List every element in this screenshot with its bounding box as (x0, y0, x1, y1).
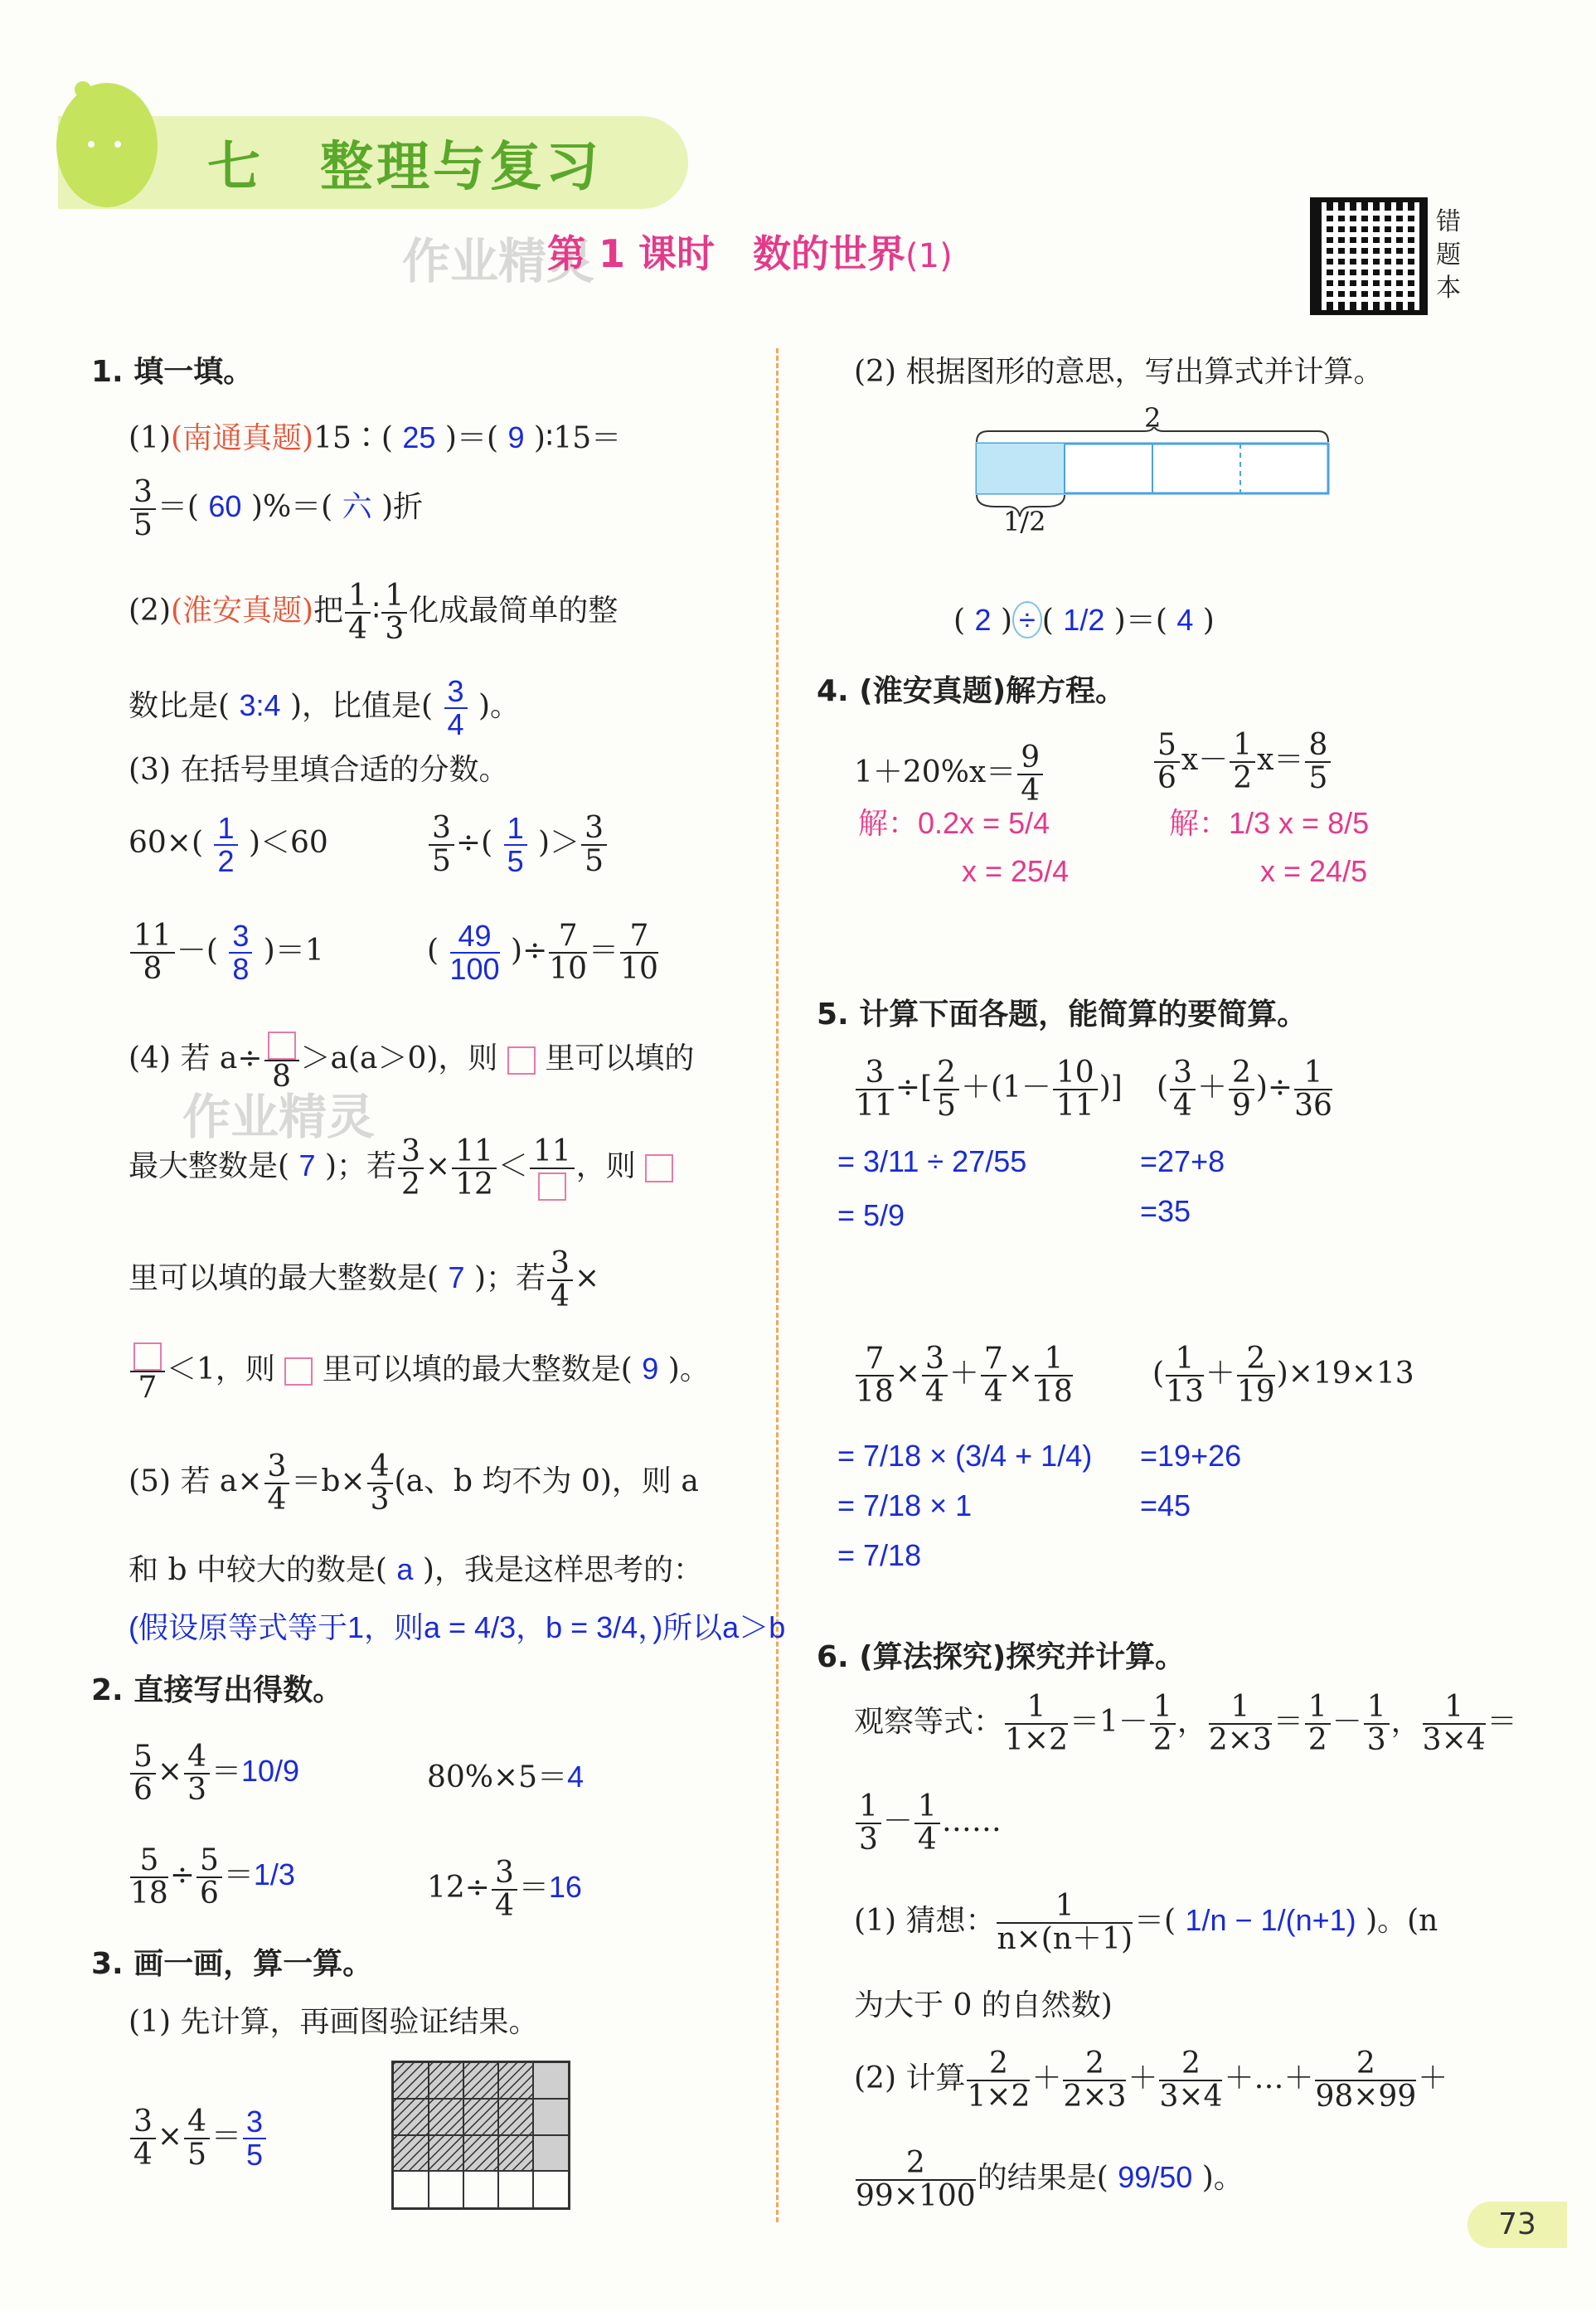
column-divider (776, 348, 779, 2222)
q1-5-line: (5) 若 a× $\frac{3}{4}$ ＝b× $\frac{4}{3}$ (a、b 均不为 0)，则 a (129, 1449, 699, 1517)
q5-expr3: $\frac{7}{18}$ × $\frac{3}{4}$ ＋ $\frac{7}{4}$ × $\frac{1}{18}$ (856, 1342, 1073, 1409)
q4-sol1a: 解：0.2x = 5/4 (858, 806, 1050, 840)
q5-step2b: =35 (1140, 1194, 1191, 1228)
q6-note: 为大于 0 的自然数) (854, 1988, 1113, 2022)
q1-3-c: $\frac{11}{8}$ －( $\frac{3}{8}$ )＝1 (129, 920, 324, 985)
watermark: 作业精灵 (182, 1089, 376, 1145)
q6-calc: (2) 计算 $\frac{2}{1\times 2}$ ＋ $\frac{2}{2\times 3}$ ＋ $\frac{2}{3\times 4}$ ＋…＋ $\frac{2}{98\times 99}$ ＋ (854, 2046, 1448, 2114)
q1-3-d: ( $\frac{49}{100}$ )÷ $\frac{7}{10}$ ＝ $\frac{7}{10}$ (427, 919, 658, 986)
chapter-title: 七 整理与复习 (207, 137, 602, 198)
q4-eq1: 1＋20%x＝ $\frac{9}{4}$ (854, 742, 1045, 807)
q5-step3a: = 7/18 × (3/4 + 1/4) (837, 1439, 1093, 1473)
q5-expr4: ( $\frac{1}{13}$ ＋ $\frac{2}{19}$ )×19×13 (1152, 1342, 1414, 1409)
q3-title: 3. 画一画，算一算。 (91, 1947, 373, 1981)
q1-1-line2: $\frac{3}{5}$ ＝( 60 )%＝( 六 )折 (129, 477, 423, 541)
mascot-eye-icon (114, 141, 121, 148)
q6-guess: (1) 猜想： $\frac{1}{n\times(n+1)}$ ＝( 1/n − 1/(n+1) )。(n (854, 1889, 1438, 1956)
q6-observe2: $\frac{1}{3}$ － $\frac{1}{4}$ …… (854, 1791, 1002, 1856)
q1-4-line: (4) 若 a÷ 8 ＞a(a＞0)，则 里可以填的 (129, 1028, 694, 1093)
q5-expr2: ( $\frac{3}{4}$ ＋ $\frac{2}{9}$ )÷ $\frac{1}{36}$ (1157, 1056, 1332, 1123)
q1-4-line2: 最大整数是( 7 )；若 $\frac{3}{2}$ × $\frac{11}{12}$ ＜ 11 ，则 (129, 1136, 673, 1201)
q4-eq2: $\frac{5}{6}$ x－ $\frac{1}{2}$ x＝ $\frac{8}{5}$ (1152, 730, 1332, 794)
q2-c: $\frac{5}{18}$ ÷ $\frac{5}{6}$ ＝1/3 (130, 1843, 295, 1910)
q4-title: 4. (淮安真题)解方程。 (817, 674, 1126, 708)
q4-sol1b: x = 25/4 (962, 854, 1070, 888)
qr-label: 错题本 (1436, 207, 1461, 303)
q5-step3c: = 7/18 (837, 1538, 922, 1572)
q1-title: 1. 填一填。 (91, 355, 254, 389)
q3-1-text: (1) 先计算，再画图验证结果。 (129, 2005, 539, 2039)
q5-step2a: =27+8 (1140, 1144, 1225, 1178)
q5-title: 5. 计算下面各题，能简算的要简算。 (817, 998, 1307, 1032)
q1-3-a: 60×( $\frac{1}{2}$ )＜60 (129, 811, 328, 878)
bar-model (970, 427, 1343, 568)
area-model-grid (391, 2061, 570, 2210)
mascot-eye-icon (88, 141, 95, 148)
lesson-title: 第 1 课时 数的世界(1) (547, 231, 953, 276)
bar-bottom-label: 1/2 (1003, 506, 1046, 537)
page-number: 73 (1467, 2202, 1567, 2248)
bar-top-label: 2 (1144, 402, 1162, 434)
q2-d: 12÷ $\frac{3}{4}$ ＝16 (427, 1856, 582, 1923)
q6-title: 6. (算法探究)探究并计算。 (817, 1640, 1186, 1674)
mascot-icon (56, 83, 158, 207)
q1-5-reasoning: (假设原等式等于1，则a = 4/3，b = 3/4，)所以a＞b (129, 1610, 786, 1644)
q5-expr1: $\frac{3}{11}$ ÷[ $\frac{2}{5}$ ＋(1－ $\frac{10}{11}$ )] (856, 1056, 1123, 1123)
q4-sol2a: 解：1/3 x = 8/5 (1169, 806, 1370, 840)
q5-step4a: =19+26 (1140, 1439, 1242, 1473)
q1-2-line2: 数比是( 3:4 )，比值是( $\frac{3}{4}$ )。 (129, 674, 521, 741)
mascot-antenna-icon (75, 81, 91, 98)
q6-calc2: $\frac{2}{99\times 100}$ 的结果是( 99/50 )。 (856, 2146, 1244, 2213)
q4-sol2b: x = 24/5 (1260, 854, 1368, 888)
q1-3-line: (3) 在括号里填合适的分数。 (129, 753, 509, 787)
q2-title: 2. 直接写出得数。 (91, 1673, 343, 1707)
q5-step1b: = 5/9 (837, 1198, 905, 1232)
q1-3-b: $\frac{3}{5}$ ÷( $\frac{1}{5}$ )＞ $\frac{3}{5}$ (427, 813, 609, 877)
q1-5-line2: 和 b 中较大的数是( a )，我是这样思考的： (129, 1552, 703, 1587)
q1-1-line: (1)(南通真题)15∶( 25 )＝( 9 )∶15＝ (129, 420, 622, 455)
q2-b: 80%×5＝4 (427, 1760, 585, 1794)
watermark: 作业精灵 (402, 233, 595, 289)
q6-observe: 观察等式： $\frac{1}{1\times 2}$ ＝1－ $\frac{1}{2}$ ， $\frac{1}{2\times 3}$ ＝ $\frac{1}{2}$ － $\frac{1}{3}$ ， $\frac{1}{3\times 4}$ ＝ (854, 1690, 1517, 1757)
q5-step1a: = 3/11 ÷ 27/55 (837, 1144, 1027, 1178)
q1-4-line3: 里可以填的最大整数是( 7 )；若 $\frac{3}{4}$ × (129, 1246, 600, 1313)
q5-step3b: = 7/18 × 1 (837, 1488, 973, 1522)
q1-2-line: (2)(淮安真题)把 $\frac{1}{4}$ ∶ $\frac{1}{3}$ 化成最简单的整 (129, 579, 619, 646)
q5-step4b: =45 (1140, 1488, 1191, 1522)
q3-2-text: (2) 根据图形的意思，写出算式并计算。 (854, 355, 1384, 389)
q3-2-expr: ( 2 ) ÷ ( 1/2 )＝( 4 ) (953, 603, 1215, 638)
q3-1-expr: $\frac{3}{4}$ × $\frac{4}{5}$ ＝ $\frac{3}{5}$ (129, 2106, 268, 2171)
q1-4-line4: 7 ＜1，则 里可以填的最大整数是( 9 )。 (129, 1339, 710, 1404)
q2-a: $\frac{5}{6}$ × $\frac{4}{3}$ ＝10/9 (129, 1741, 299, 1806)
qr-code-icon[interactable] (1310, 197, 1428, 315)
